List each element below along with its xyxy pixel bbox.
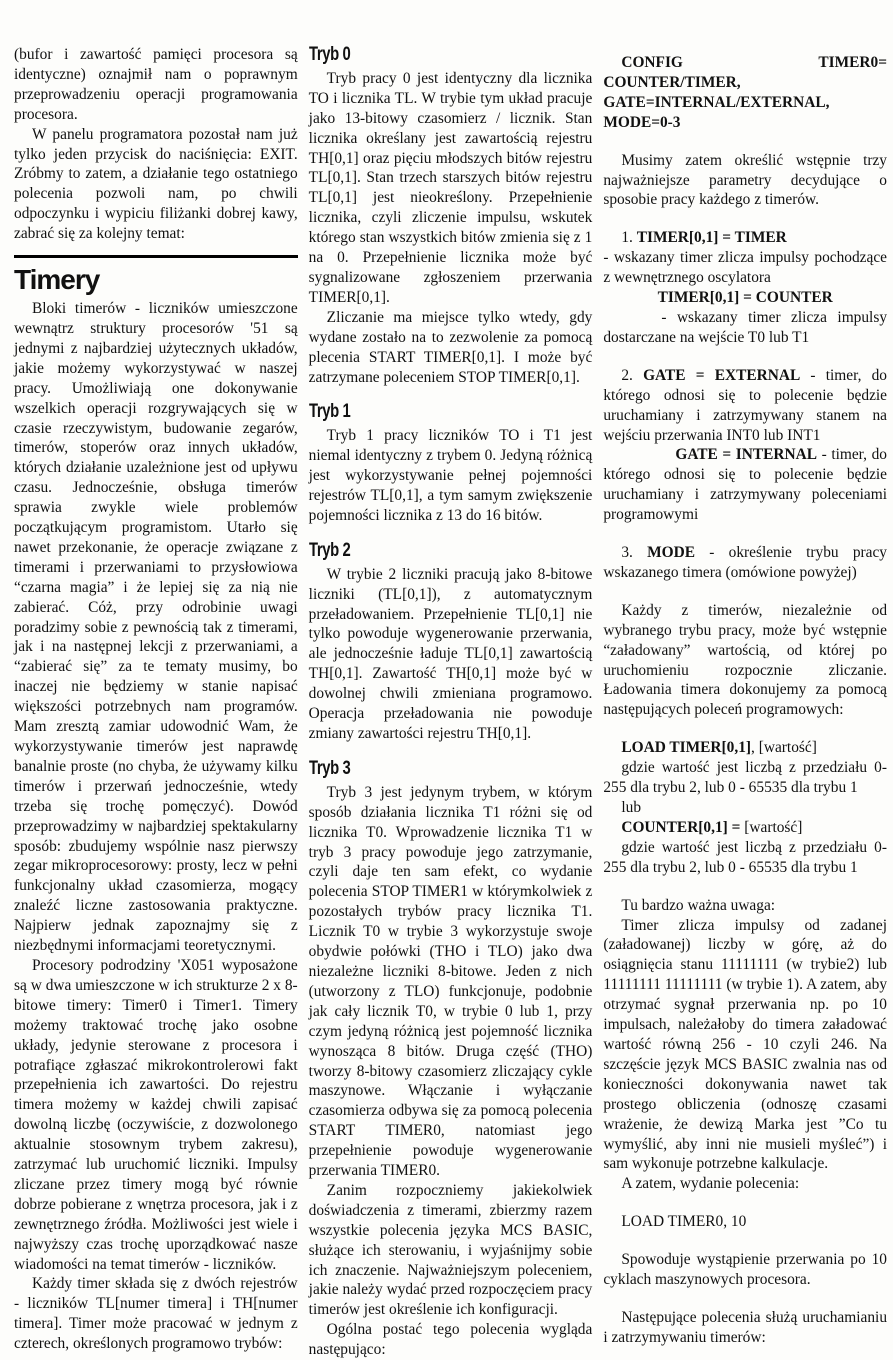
list-item-3-number: 3. — [621, 544, 648, 562]
list-item-3-description: - określenie trybu pracy wskazanego timera (omówione powyżej) — [603, 544, 888, 581]
command-load-timer — [603, 738, 887, 758]
paragraph-gdzie-wartosc-2: gdzie wartość jest liczbą z przedziału 0-255 dla trybu 2, lub 0 - 65535 dla trybu 1 — [603, 838, 888, 876]
subheading-tryb-3-label: Tryb 3 — [308, 757, 350, 779]
subheading-tryb-2 — [309, 541, 593, 562]
list-item-1-alt-command: TIMER[0,1] = COUNTER — [657, 289, 833, 307]
list-item-2-description: - timer, do którego odnosi się to polecenie będzie uruchamiany i zatrzymywany stanem na wejściu przerwania INT0 lub INT1 — [603, 366, 888, 444]
list-item-2-alt-description: - timer, do którego odnosi się to polecenie będzie uruchamiany i zatrzymywany poleceniami programowymi — [603, 446, 888, 524]
paragraph-procesory-x051: Procesory podrodziny 'X051 wyposażone są w dwa umieszczone w ich strukturze 2 x 8-bitowe timery: Timer0 i Timer1. Timery możemy traktować trochę jako osobne układy, jedynie sterowane z procesora i potrafiące zgłaszać mikrokontrolerowi fakt przepełnienia ich zawartości. Do rejestru timera możemy w każdej chwili zapisać dowolną liczbę (oczywiście, z dozwolonego aktualnie stosownym trybem zakresu), zatrzymać lub uruchomić liczniki. Impulsy zliczane przez timery mogą być równie dobrze pobierane z wnętrza procesora, jak i z zewnętrznego źródła. Możliwości jest wiele i najwyższy czas trochę uporządkować nasze wiadomości na temat timerów - liczników. — [14, 956, 298, 1273]
paragraph-musimy-zatem: Musimy zatem określić wstępnie trzy najważniejsze parametry decydujące o sposobie pracy każdego z timerów. — [603, 151, 888, 209]
paragraph-bloki-timerow: Bloki timerów - liczników umieszczone wewnątrz struktury procesorów '51 są jednymi z najbardziej użytecznych układów, jakie możemy wykorzystywać w naszej pracy. Umożliwiają one dokonywanie wszelkich operacji rozgrywających się w czasie rzeczywistym, budowanie zegarów, timerów, stoperów oraz innych układów, których działanie uzależnione jest od upływu czasu. Jednocześnie, obsługa timerów sprawia zwykle wiele problemów początkującym programistom. Utarło się nawet przekonanie, że operacje związane z timerami i przerwaniami to przysłowiowa “czarna magia” i że lepiej się za nią nie zabierać. Cóż, przy odrobinie uwagi poradzimy sobie z pewnością tak z timerami, jak i na następnej lekcji z przerwaniami, a “zabierać się” za te tematy musimy, bo inaczej nie będziemy w stanie napisać większości potrzebnych nam programów. Mam zresztą zamiar udowodnić Wam, że wykorzystywanie timerów jest naprawdę banalnie proste (no chyba, że używamy kilku timerów i przerwań jednocześnie, wtedy trzeba się trochę pomęczyć). Dowód przeprowadzimy w najbardziej spektakularny sposób: zbudujemy wspólnie nasz pierwszy zegar mikroprocesorowy: prosty, lecz w pełni funkcjonalny układ czasomierza, mogący znaleźć liczne zastosowania praktyczne. Najpierw jednak zapoznajmy się z niezbędnymi informacjami teoretycznymi. — [14, 300, 298, 955]
command-counter — [603, 818, 887, 838]
list-item-3-command: MODE — [647, 544, 696, 562]
paragraph-intro-continuation: (bufor i zawartość pamięci procesora są identyczne) oznajmił nam o poprawnym przeprowadzeniu operacji programowania procesora. — [14, 46, 298, 123]
subheading-tryb-2-label: Tryb 2 — [308, 539, 350, 561]
paragraph-spowoduje: Spowoduje wystąpienie przerwania po 10 cyklach maszynowych procesora. — [603, 1251, 888, 1289]
paragraph-tryb0-opis: Tryb pracy 0 jest identyczny dla licznika TO i licznika TL. W trybie tym układ pracuje jako 13-bitowy czasomierz / licznik. Stan licznika określany jest zawartością rejestru TH[0,1] oraz pięciu młodszych bitów rejestru TL[0,1]. Stan trzech starszych bitów rejestru TL[0,1] jest nieokreślony. Przepełnienie licznika, czyli zliczenie impulsu, wskutek którego stan wszystkich bitów zmienia się z 1 na 0. Przepełnienie licznika może być sygnalizowane zgłoszeniem przerwania TIMER[0,1]. — [308, 69, 593, 306]
paragraph-kazdy-timer: Każdy timer składa się z dwóch rejestrów - liczników TL[numer timera] i TH[numer timera]. Timer może pracować w jednym z czterech, określonych programowo trybów: — [14, 1275, 298, 1353]
paragraph-tu-uwaga: Tu bardzo ważna uwaga: — [621, 896, 776, 914]
subheading-tryb-1 — [309, 402, 593, 423]
paragraph-timer-zlicza: Timer zlicza impulsy od zadanej (załadowanej) liczby w górę, aż do osiągnięcia stanu 11111111 (w trybie2) lub 11111111 11111111 (w trybie 1). A zatem, aby otrzymać sygnał przerwania np. po 10 impulsach, należałoby do timera załadować wartość równą 256 - 10 czyli 246. Na szczęście język MCS BASIC zwalnia nas od konieczności dokonywania nawet tak prostego obliczenia (odnoszę czasami wrażenie, że dewizą Marka jest ”Co tu wymyślić, aby inni nie musieli myśleć”) i sam wykonuje potrzebne kalkulacje. — [603, 916, 888, 1173]
command-load-timer0-10: LOAD TIMER0, 10 — [621, 1213, 747, 1231]
column-middle — [308, 44, 593, 1359]
paragraph-tryb0-zliczanie: Zliczanie ma miejsce tylko wtedy, gdy wydane zostało na to zezwolenie za pomocą plecenia START TIMER[0,1]. I może być zatrzymane poleceniem STOP TIMER[0,1]. — [308, 308, 593, 386]
list-item-3-mode — [603, 543, 887, 583]
list-item-1-description: - wskazany timer zlicza impulsy pochodzące z wewnętrznego oscylatora — [603, 249, 888, 287]
paragraph-ogolna-postac: Ogólna postać tego polecenia wygląda następująco: — [308, 1321, 593, 1359]
subheading-tryb-0 — [309, 45, 593, 66]
paragraph-gdzie-wartosc-1: gdzie wartość jest liczbą z przedziału 0-255 dla trybu 2, lub 0 - 65535 dla trybu 1 — [603, 759, 888, 797]
command-counter-arg: [wartość] — [740, 818, 803, 836]
section-divider-rule — [14, 255, 298, 258]
list-item-1-number: 1. — [621, 229, 637, 247]
paragraph-intro-exit: W panelu programatora pozostał nam już tylko jeden przycisk do naciśnięcia: EXIT. Zróbmy to zatem, a działanie tego ostatniego polecenia pozwoli nam, po chwili odpoczynku i wypiciu filiżanki dobrej kawy, zabrać się za kolejny temat: — [14, 125, 298, 243]
subheading-tryb-1-label: Tryb 1 — [308, 401, 350, 423]
paragraph-tryb2-opis: W trybie 2 liczniki pracują jako 8-bitowe liczniki (TL[0,1]), z automatycznym przeładowaniem. Przepełnienie TL[0,1] nie tylko powoduje wygenerowanie przerwania, ale jednocześnie ładuje TL[0,1] zawartością TH[0,1]. Zawartość TH[0,1] może być w dowolnej chwili zmieniana programowo. Operacja przeładowania nie powoduje zmiany zawartości rejestru TH[0,1]. — [308, 565, 593, 742]
list-item-2-command: GATE = EXTERNAL — [643, 366, 801, 384]
command-load-timer-arg: , [wartość] — [751, 739, 817, 757]
list-item-2-gate-internal — [603, 445, 887, 525]
paragraph-tryb1-opis: Tryb 1 pracy liczników TO i T1 jest niemal identyczny z trybem 0. Jedyną różnicą jest wykorzystywanie pełnej pojemności rejestrów TL[0,1], a tym samym zwiększenie pojemności licznika z 13 do 16 bitów. — [308, 427, 593, 524]
section-heading-timery: Timery — [14, 264, 100, 296]
list-item-1-alt-description: - wskazany timer zlicza impulsy dostarczane na wejście T0 lub T1 — [603, 308, 888, 346]
command-load-timer-bold: LOAD TIMER[0,1] — [621, 739, 752, 757]
subheading-tryb-3 — [309, 759, 593, 780]
list-item-1-timer — [603, 228, 887, 248]
paragraph-kazdy-z-timerow: Każdy z timerów, niezależnie od wybranego trybu pracy, może być wstępnie “załadowany” wartością, od której po uruchomieniu rozpocznie zliczanie. Ładowania timera dokonujemy za pomocą następujących poleceń programowych: — [603, 601, 888, 719]
paragraph-nastepujace: Następujące polecenia służą uruchamianiu i zatrzymywaniu timerów: — [603, 1308, 888, 1346]
command-counter-bold: COUNTER[0,1] = — [621, 818, 741, 836]
paragraph-zanim-rozpoczniemy: Zanim rozpoczniemy jakiekolwiek doświadczenia z timerami, zbierzmy razem wszystkie polecenia języka MCS BASIC, służące ich sterowaniu, i wyjaśnijmy sobie ich znaczenie. Najważniejszym poleceniem, jakie należy wydać przed rozpoczęciem pracy timerów jest określenie ich konfiguracji. — [308, 1181, 593, 1319]
column-left — [14, 45, 298, 1353]
command-config-timer: CONFIG TIMER0= COUNTER/TIMER, GATE=INTERNAL/EXTERNAL, MODE=0-3 — [603, 54, 888, 131]
list-item-2-gate-external — [603, 366, 887, 446]
paragraph-tryb3-opis: Tryb 3 jest jedynym trybem, w którym sposób działania licznika T1 różni się od licznika T0. Wprowadzenie licznika T1 w tryb 3 pracy powoduje jego zatrzymanie, czyli daje ten sam efekt, co wydanie polecenia STOP TIMER1 w którymkolwiek z pozostałych trybów pracy licznika T1. Licznik T0 w trybie 3 wykorzystuje swoje obydwie połówki (THO i TLO) jako dwa niezależne liczniki 8-bitowe. Jeden z nich (utworzony z TLO) funkcjonuje, podobnie jak cały licznik T0, w trybie 0 lub 1, przy czym jedyną różnicą jest pojemność licznika wynosząca 8 bitów. Druga część (THO) tworzy 8-bitowy czasomierz zliczający cykle maszynowe. Włączanie i wyłączanie czasomierza odbywa się za pomocą polecenia START TIMER0, natomiast jego przepełnienie powoduje wygenerowanie przerwania TIMER0. — [308, 783, 593, 1180]
paragraph-a-zatem: A zatem, wydanie polecenia: — [621, 1175, 800, 1193]
list-item-1-command: TIMER[0,1] = TIMER — [636, 229, 787, 247]
list-item-2-alt-command: GATE = INTERNAL — [675, 446, 818, 464]
list-item-2-number: 2. — [621, 366, 644, 384]
paragraph-lub: lub — [621, 799, 642, 816]
subheading-tryb-0-label: Tryb 0 — [308, 44, 350, 65]
column-right — [603, 45, 888, 1346]
